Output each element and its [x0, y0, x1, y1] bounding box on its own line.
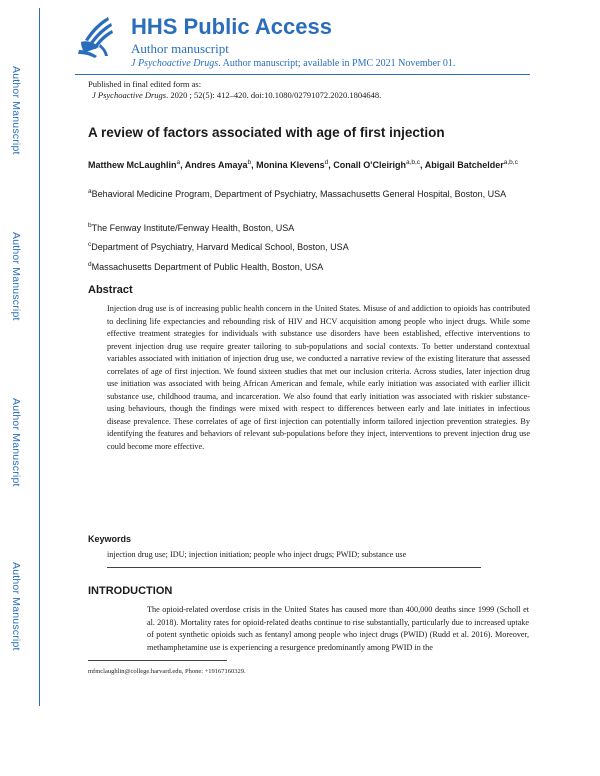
citation-details: . 2020 ; 52(5): 412–420. doi:10.1080/02791072.2020.1804648.: [166, 90, 382, 100]
author-name: Andres Amaya: [184, 160, 248, 170]
introduction-heading: INTRODUCTION: [88, 585, 173, 597]
citation: [92, 90, 381, 100]
side-label-4: Author Manuscript: [10, 562, 22, 651]
side-rule: [39, 8, 40, 706]
side-label-1: Author Manuscript: [10, 66, 22, 155]
hhs-public-access-title: HHS Public Access: [131, 14, 332, 39]
journal-availability: [131, 58, 455, 69]
keywords-rule: [107, 567, 481, 568]
keywords-text: injection drug use; IDU; injection initiation; people who inject drugs; PWID; substance use: [107, 550, 407, 559]
side-rail: [0, 0, 40, 776]
affiliation-text: The Fenway Institute/Fenway Health, Boston, USA: [91, 223, 295, 233]
article-title: A review of factors associated with age of first injection: [88, 125, 445, 140]
author-name: Conall O'Cleirigh: [333, 160, 406, 170]
author-name: Matthew McLaughlin: [88, 160, 177, 170]
affiliation-a: [88, 185, 528, 201]
hhs-eagle-logo-icon: [75, 14, 115, 60]
author-name: Monina Klevens: [256, 160, 325, 170]
author-affiliation-mark: d: [324, 159, 329, 166]
author-name: Abigail Batchelder: [424, 160, 504, 170]
author-list: Matthew McLaughlin$^a$, Andres Amaya$^b$, Monina Klevens$^d$, Conall O'Cleirigh$^{a,b,c}$, Abigail Batchelder$^{a,b,c}$: [88, 159, 518, 170]
header-rule: [75, 74, 530, 75]
affiliation-text: Behavioral Medicine Program, Department of Psychiatry, Massachusetts General Hospital, Boston, USA: [91, 189, 507, 199]
affiliation-b: [88, 219, 528, 235]
affiliation-text: Department of Psychiatry, Harvard Medical School, Boston, USA: [91, 242, 349, 252]
abstract-text: Injection drug use is of increasing public health concern in the United States. Misuse of and addiction to opioids has contributed to declining life expectancies and rebounding risk of HIV and HCV acquisition among people who inject drugs. While some effective treatment strategies for individuals with substance use disorders have been established, effective interventions to prevent injection drug use require greater tailoring to sub-populations and social contexts. To better understand contextual variables associated with initiation of injection drug use, we conducted a narrative review of the existing literature that assessed correlates of age of first injection. We found sixteen studies that met our inclusion criteria. Across studies, later injection drug use initiation was associated with being African American and female, while early initiation was associated with earlier illicit substance use, childhood trauma, and incarceration. We also found that early initiation was associated with riskier substance-using behaviours, though the findings were mixed with respect to differences between early and late initiates in infectious disease prevalence. These correlates of age of first injection can potentially inform tailored injection prevention strategies. By identifying the features and behaviors of relevant sub-populations before they inject, interventions to prevent injection drug use could become more effective.: [107, 304, 530, 452]
affiliation-mark: b: [88, 222, 92, 229]
side-label-2: Author Manuscript: [10, 232, 22, 321]
affiliation-c: [88, 238, 528, 254]
author-affiliation-mark: a,b,c: [503, 159, 518, 166]
journal-name: J Psychoactive Drugs: [131, 58, 219, 69]
author-affiliation-mark: a: [176, 159, 181, 166]
introduction-text: The opioid-related overdose crisis in the United States has caused more than 400,000 deaths since 1999 (Scholl et al. 2018). Mortality rates for opioid-related deaths continue to rise substantially, particularly due to increased uptake of potent synthetic opioids such as fentanyl among people who inject drugs (PWID) (Rudd et al. 2016). Moreover, methamphetamine use is experiencing a resurgence predominantly among PWID in the: [147, 605, 529, 652]
author-affiliation-mark: b: [247, 159, 252, 166]
published-in-label: Published in final edited form as:: [88, 79, 202, 89]
affiliation-d: [88, 258, 528, 274]
keywords-heading: Keywords: [88, 534, 132, 544]
corresponding-author-footnote: mfmclaughlin@college.harvard.edu, Phone: +19167160329.: [88, 668, 246, 675]
author-affiliation-mark: a,b,c: [405, 159, 421, 166]
author-manuscript-subtitle: Author manuscript: [131, 41, 229, 56]
abstract-heading: Abstract: [88, 284, 133, 296]
affiliation-mark: c: [88, 241, 92, 248]
availability-text: . Author manuscript; available in PMC 2021 November 01.: [218, 58, 456, 69]
citation-journal: J Psychoactive Drugs: [92, 90, 167, 100]
affiliation-mark: d: [88, 261, 92, 268]
footnote-rule: [88, 660, 227, 661]
affiliation-text: Massachusetts Department of Public Health, Boston, USA: [91, 262, 324, 272]
affiliation-mark: a: [88, 188, 92, 195]
side-label-3: Author Manuscript: [10, 398, 22, 487]
